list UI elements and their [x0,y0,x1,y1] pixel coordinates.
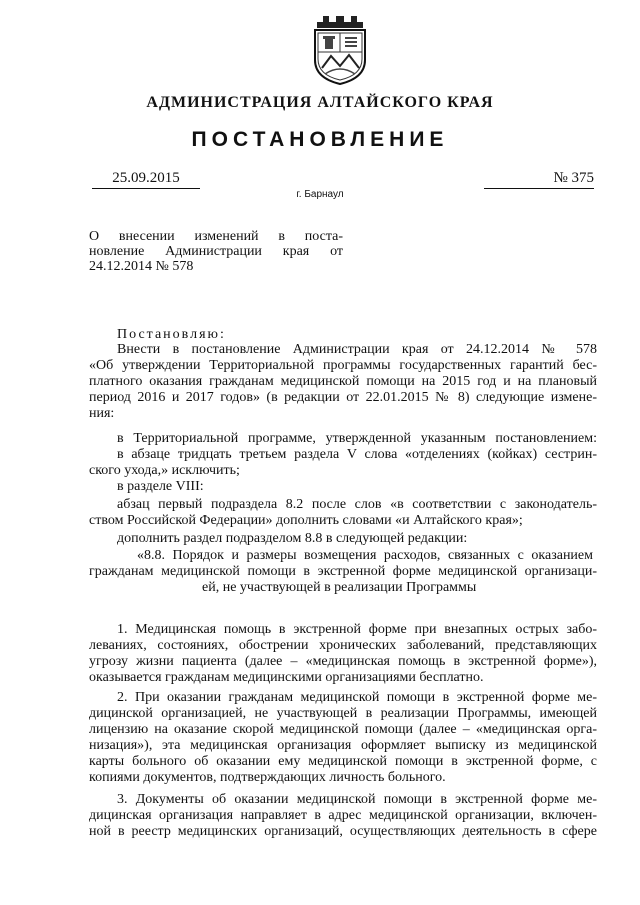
body-line: карты больного об оказании ему медицинской помощи в экстренной форме, с [89,754,597,769]
subject-line: новление Администрации края от [89,244,343,259]
body-line: низация»), эта медицинская организация оформляет выписку из медицинской [89,738,597,753]
section-heading: гражданам медицинской помощи в экстренной форме медицинской организаци- [89,564,597,579]
body-line: в Территориальной программе, утвержденной указанным постановлением: [117,431,597,446]
opening-word: Постановляю: [117,327,226,342]
body-line: абзац первый подраздела 8.2 после слов «в соответствии с законодатель- [117,497,597,512]
body-line: платного оказания гражданам медицинской помощи на 2015 год и на плановый [89,374,597,389]
body-line: копиями документов, подтверждающих личность больного. [89,770,446,785]
body-line: ством Российской Федерации» дополнить словами «и Алтайского края»; [89,513,523,528]
body-line: леваниях, состояниях, обострении хронических заболеваний, представляющих [89,638,597,653]
body-line: лицензию на оказание скорой медицинской помощи (далее – «медицинская орга- [89,722,597,737]
body-line: угрозу жизни пациента (далее – «медицинская помощь в экстренной форме»), [89,654,597,669]
body-line: 1. Медицинская помощь в экстренной форме при внезапных острых забо- [117,622,597,637]
subject-line: О внесении изменений в поста- [89,229,343,244]
body-line: ной в реестр медицинских организаций, осуществляющих деятельность в сфере [89,824,597,839]
body-line: оказывается гражданам медицинскими организациями бесплатно. [89,670,484,685]
document-date: 25.09.2015 [92,170,200,189]
organization-name: АДМИНИСТРАЦИЯ АЛТАЙСКОГО КРАЯ [146,94,494,111]
document-type: ПОСТАНОВЛЕНИЕ [191,128,449,151]
coat-of-arms-icon [309,8,371,86]
document-subject [89,229,343,274]
section-heading: ей, не участвующей в реализации Программы [202,580,477,595]
body-line: в разделе VIII: [117,479,204,494]
body-line: ния: [89,406,115,421]
body-line: дополнить раздел подразделом 8.8 в следующей редакции: [117,531,468,546]
body-line: «Об утверждении Территориальной программы государственных гарантий бес- [89,358,597,373]
body-line: в абзаце тридцать третьем раздела V слова «отделениях (койках) сестрин- [117,447,597,462]
document-city: г. Барнаул [296,189,344,200]
body-line: 3. Документы об оказании медицинской помощи в экстренной форме ме- [117,792,597,807]
body-line: ского ухода,» исключить; [89,463,240,478]
body-line: дицинская организация направляет в адрес медицинской организации, включен- [89,808,597,823]
body-line: 2. При оказании гражданам медицинской помощи в экстренной форме ме- [117,690,597,705]
body-line: Внести в постановление Администрации края от 24.12.2014 № 578 [117,342,597,357]
subject-line: 24.12.2014 № 578 [89,259,194,274]
section-heading: «8.8. Порядок и размеры возмещения расходов, связанных с оказанием [137,548,593,563]
body-line: дицинской организацией, не участвующей в реализации Программы, имеющей [89,706,597,721]
document-number: № 375 [484,170,594,189]
body-line: период 2016 и 2017 годов» (в редакции от 22.01.2015 № 8) следующие измене- [89,390,597,405]
